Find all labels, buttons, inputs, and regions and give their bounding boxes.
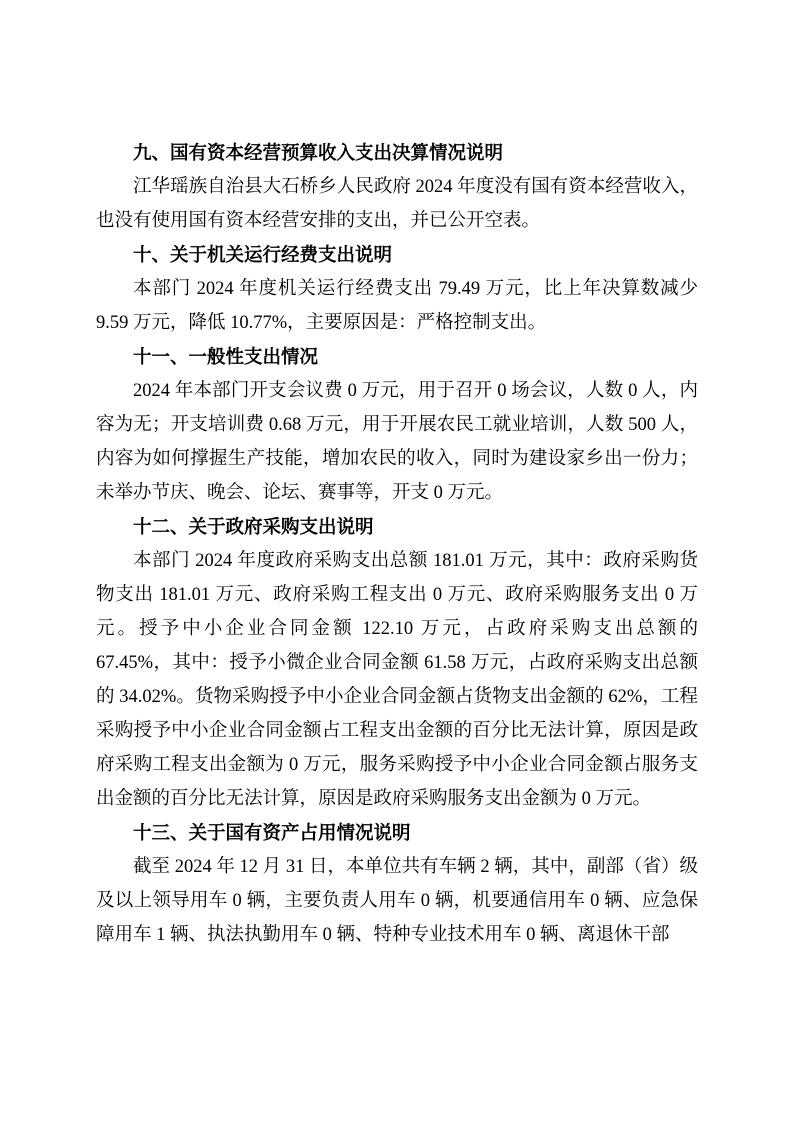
section-12-paragraph: 本部门 2024 年度政府采购支出总额 181.01 万元，其中：政府采购货物支出 181.01 万元、政府采购工程支出 0 万元、政府采购服务支出 0 万元。授予中小企业合同金额 122.10 万元，占政府采购支出总额的 67.45%，其中：授予小微企业合同金额 61.58 万元，占政府采购支出总额的 34.02%。货物采购授予中小企业合同金额占货物支出金额的 62%，工程采购授予中小企业合同金额占工程支出金额的百分比无法计算，原因是政府采购工程支出金额为 0 万元，服务采购授予中小企业合同金额占服务支出金额的百分比无法计算，原因是政府采购服务支出金额为 0 万元。 [96,551,698,809]
section-12-heading: 十二、关于政府采购支出说明 [133,516,374,537]
section-11-heading: 十一、一般性支出情况 [133,346,319,367]
document-content [96,136,698,952]
section-10-paragraph: 本部门 2024 年度机关运行经费支出 79.49 万元，比上年决算数减少 9.59 万元，降低 10.77%，主要原因是：严格控制支出。 [96,279,698,333]
section-13-heading: 十三、关于国有资产占用情况说明 [133,822,411,843]
section-11-paragraph: 2024 年本部门开支会议费 0 万元，用于召开 0 场会议，人数 0 人，内容为无；开支培训费 0.68 万元，用于开展农民工就业培训，人数 500 人，内容为如何撑握生产技能，增加农民的收入，同时为建设家乡出一份力；未举办节庆、晚会、论坛、赛事等，开支 0 万元。 [96,381,698,503]
section-9-heading: 九、国有资本经营预算收入支出决算情况说明 [133,142,504,163]
section-9-paragraph: 江华瑶族自治县大石桥乡人民政府 2024 年度没有国有资本经营收入，也没有使用国有资本经营安排的支出，并已公开空表。 [96,177,698,231]
section-13-paragraph: 截至 2024 年 12 月 31 日，本单位共有车辆 2 辆，其中，副部（省）级及以上领导用车 0 辆，主要负责人用车 0 辆，机要通信用车 0 辆、应急保障用车 1 辆、执法执勤用车 0 辆、特种专业技术用车 0 辆、离退休干部 [96,857,698,945]
section-10-heading: 十、关于机关运行经费支出说明 [133,244,393,265]
